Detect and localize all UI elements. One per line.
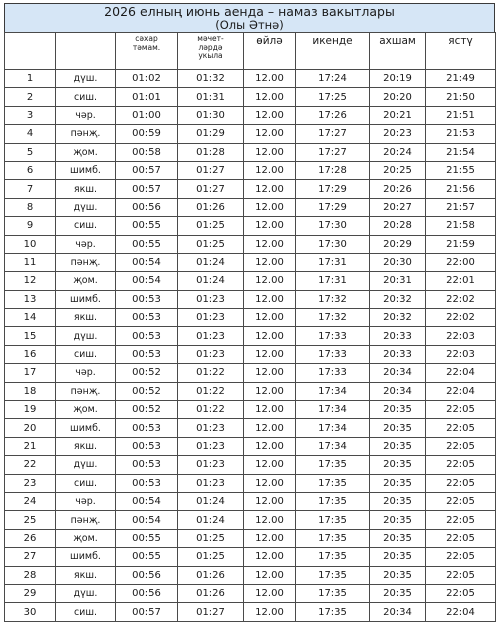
cell-weekday: җом.	[56, 401, 116, 419]
cell-asr: 17:35	[296, 529, 370, 547]
cell-fajr-mosque: 01:23	[178, 456, 244, 474]
cell-day: 27	[5, 548, 56, 566]
table-row	[5, 88, 496, 106]
cell-maghrib: 20:23	[370, 125, 426, 143]
cell-maghrib: 20:19	[370, 70, 426, 88]
cell-weekday: дүш.	[56, 584, 116, 602]
cell-weekday: сиш.	[56, 217, 116, 235]
cell-maghrib: 20:25	[370, 161, 426, 179]
cell-fajr-mosque: 01:27	[178, 161, 244, 179]
cell-fajr-mosque: 01:23	[178, 290, 244, 308]
cell-asr: 17:32	[296, 309, 370, 327]
cell-fajr-mosque: 01:23	[178, 345, 244, 363]
cell-dhuhr: 12.00	[244, 548, 296, 566]
cell-dhuhr: 12.00	[244, 290, 296, 308]
cell-maghrib: 20:33	[370, 345, 426, 363]
cell-dhuhr: 12.00	[244, 272, 296, 290]
table-row	[5, 180, 496, 198]
cell-suhur-end: 00:54	[116, 253, 178, 271]
cell-fajr-mosque: 01:25	[178, 217, 244, 235]
cell-suhur-end: 00:55	[116, 235, 178, 253]
table-row	[5, 456, 496, 474]
cell-maghrib: 20:33	[370, 327, 426, 345]
cell-maghrib: 20:34	[370, 364, 426, 382]
cell-suhur-end: 00:55	[116, 217, 178, 235]
col-header-dhuhr: өйлә	[244, 33, 296, 70]
table-row	[5, 235, 496, 253]
table-row	[5, 327, 496, 345]
cell-dhuhr: 12.00	[244, 253, 296, 271]
cell-fajr-mosque: 01:26	[178, 566, 244, 584]
cell-day: 22	[5, 456, 56, 474]
cell-suhur-end: 00:55	[116, 529, 178, 547]
cell-isha: 22:05	[426, 419, 496, 437]
cell-dhuhr: 12.00	[244, 364, 296, 382]
table-row	[5, 401, 496, 419]
table-row	[5, 125, 496, 143]
cell-dhuhr: 12.00	[244, 235, 296, 253]
cell-asr: 17:26	[296, 106, 370, 124]
cell-dhuhr: 12.00	[244, 143, 296, 161]
table-row	[5, 474, 496, 492]
cell-day: 26	[5, 529, 56, 547]
col-header-day	[5, 33, 56, 70]
cell-maghrib: 20:35	[370, 511, 426, 529]
cell-asr: 17:35	[296, 456, 370, 474]
page-title: 2026 елның июнь аенда – намаз вакытлары	[104, 4, 395, 19]
table-row	[5, 161, 496, 179]
cell-fajr-mosque: 01:25	[178, 235, 244, 253]
cell-dhuhr: 12.00	[244, 125, 296, 143]
cell-day: 9	[5, 217, 56, 235]
cell-weekday: чәр.	[56, 235, 116, 253]
cell-weekday: сиш.	[56, 88, 116, 106]
cell-fajr-mosque: 01:23	[178, 437, 244, 455]
cell-fajr-mosque: 01:23	[178, 419, 244, 437]
cell-isha: 22:05	[426, 456, 496, 474]
cell-suhur-end: 00:52	[116, 382, 178, 400]
cell-suhur-end: 00:53	[116, 419, 178, 437]
cell-fajr-mosque: 01:27	[178, 180, 244, 198]
cell-isha: 21:51	[426, 106, 496, 124]
cell-dhuhr: 12.00	[244, 345, 296, 363]
cell-maghrib: 20:35	[370, 401, 426, 419]
table-row	[5, 70, 496, 88]
cell-asr: 17:35	[296, 566, 370, 584]
cell-suhur-end: 00:56	[116, 198, 178, 216]
table-row	[5, 309, 496, 327]
cell-day: 6	[5, 161, 56, 179]
cell-dhuhr: 12.00	[244, 474, 296, 492]
cell-weekday: якш.	[56, 180, 116, 198]
cell-asr: 17:27	[296, 143, 370, 161]
cell-isha: 21:49	[426, 70, 496, 88]
table-row	[5, 345, 496, 363]
cell-dhuhr: 12.00	[244, 584, 296, 602]
table-row	[5, 143, 496, 161]
cell-weekday: сиш.	[56, 345, 116, 363]
cell-asr: 17:34	[296, 419, 370, 437]
cell-isha: 22:05	[426, 566, 496, 584]
cell-dhuhr: 12.00	[244, 217, 296, 235]
cell-weekday: якш.	[56, 309, 116, 327]
prayer-times-sheet	[4, 3, 495, 622]
cell-fajr-mosque: 01:26	[178, 198, 244, 216]
table-row	[5, 106, 496, 124]
table-row	[5, 584, 496, 602]
cell-weekday: җом.	[56, 272, 116, 290]
cell-dhuhr: 12.00	[244, 603, 296, 621]
cell-day: 17	[5, 364, 56, 382]
cell-maghrib: 20:26	[370, 180, 426, 198]
cell-asr: 17:35	[296, 474, 370, 492]
cell-maghrib: 20:24	[370, 143, 426, 161]
cell-fajr-mosque: 01:22	[178, 382, 244, 400]
cell-maghrib: 20:29	[370, 235, 426, 253]
table-row	[5, 198, 496, 216]
cell-suhur-end: 00:54	[116, 511, 178, 529]
cell-isha: 22:04	[426, 603, 496, 621]
cell-asr: 17:34	[296, 401, 370, 419]
cell-day: 11	[5, 253, 56, 271]
cell-maghrib: 20:31	[370, 272, 426, 290]
page-subtitle: (Олы Әтнә)	[215, 18, 284, 32]
cell-isha: 22:05	[426, 511, 496, 529]
cell-maghrib: 20:35	[370, 437, 426, 455]
table-row	[5, 603, 496, 621]
cell-isha: 22:02	[426, 290, 496, 308]
cell-weekday: дүш.	[56, 70, 116, 88]
cell-maghrib: 20:27	[370, 198, 426, 216]
cell-weekday: сиш.	[56, 603, 116, 621]
cell-day: 19	[5, 401, 56, 419]
cell-maghrib: 20:21	[370, 106, 426, 124]
cell-dhuhr: 12.00	[244, 327, 296, 345]
cell-day: 18	[5, 382, 56, 400]
cell-weekday: шимб.	[56, 290, 116, 308]
cell-day: 13	[5, 290, 56, 308]
cell-weekday: чәр.	[56, 364, 116, 382]
cell-dhuhr: 12.00	[244, 180, 296, 198]
cell-maghrib: 20:30	[370, 253, 426, 271]
prayer-times-table	[4, 32, 496, 622]
cell-asr: 17:33	[296, 327, 370, 345]
cell-maghrib: 20:34	[370, 382, 426, 400]
cell-suhur-end: 00:57	[116, 603, 178, 621]
cell-dhuhr: 12.00	[244, 419, 296, 437]
cell-day: 5	[5, 143, 56, 161]
cell-suhur-end: 00:53	[116, 345, 178, 363]
cell-isha: 22:00	[426, 253, 496, 271]
table-row	[5, 566, 496, 584]
cell-isha: 22:03	[426, 327, 496, 345]
cell-fajr-mosque: 01:27	[178, 603, 244, 621]
cell-day: 7	[5, 180, 56, 198]
cell-asr: 17:31	[296, 272, 370, 290]
cell-day: 12	[5, 272, 56, 290]
cell-day: 20	[5, 419, 56, 437]
cell-isha: 21:58	[426, 217, 496, 235]
cell-fajr-mosque: 01:24	[178, 253, 244, 271]
cell-asr: 17:35	[296, 548, 370, 566]
cell-weekday: якш.	[56, 437, 116, 455]
cell-weekday: дүш.	[56, 327, 116, 345]
cell-day: 24	[5, 492, 56, 510]
cell-weekday: пәнҗ.	[56, 253, 116, 271]
cell-isha: 22:02	[426, 309, 496, 327]
cell-weekday: шимб.	[56, 548, 116, 566]
cell-suhur-end: 00:52	[116, 401, 178, 419]
cell-weekday: дүш.	[56, 456, 116, 474]
cell-suhur-end: 00:56	[116, 584, 178, 602]
cell-isha: 21:53	[426, 125, 496, 143]
cell-maghrib: 20:20	[370, 88, 426, 106]
cell-weekday: шимб.	[56, 419, 116, 437]
cell-fajr-mosque: 01:32	[178, 70, 244, 88]
cell-suhur-end: 01:00	[116, 106, 178, 124]
cell-maghrib: 20:32	[370, 290, 426, 308]
cell-dhuhr: 12.00	[244, 106, 296, 124]
cell-maghrib: 20:35	[370, 456, 426, 474]
cell-isha: 22:05	[426, 474, 496, 492]
cell-day: 15	[5, 327, 56, 345]
cell-dhuhr: 12.00	[244, 529, 296, 547]
cell-fajr-mosque: 01:23	[178, 327, 244, 345]
cell-suhur-end: 00:55	[116, 548, 178, 566]
cell-weekday: җом.	[56, 143, 116, 161]
cell-asr: 17:24	[296, 70, 370, 88]
table-row	[5, 529, 496, 547]
cell-isha: 22:04	[426, 382, 496, 400]
cell-isha: 22:05	[426, 584, 496, 602]
cell-maghrib: 20:35	[370, 566, 426, 584]
cell-suhur-end: 00:53	[116, 290, 178, 308]
cell-asr: 17:35	[296, 492, 370, 510]
table-row	[5, 492, 496, 510]
cell-fajr-mosque: 01:25	[178, 529, 244, 547]
cell-weekday: җом.	[56, 529, 116, 547]
cell-dhuhr: 12.00	[244, 511, 296, 529]
cell-fajr-mosque: 01:23	[178, 474, 244, 492]
cell-asr: 17:33	[296, 364, 370, 382]
cell-dhuhr: 12.00	[244, 88, 296, 106]
cell-asr: 17:28	[296, 161, 370, 179]
cell-suhur-end: 00:57	[116, 180, 178, 198]
cell-fajr-mosque: 01:28	[178, 143, 244, 161]
cell-suhur-end: 00:57	[116, 161, 178, 179]
cell-suhur-end: 00:53	[116, 437, 178, 455]
cell-fajr-mosque: 01:29	[178, 125, 244, 143]
cell-dhuhr: 12.00	[244, 437, 296, 455]
col-header-maghrib: ахшам	[370, 33, 426, 70]
cell-suhur-end: 01:01	[116, 88, 178, 106]
cell-asr: 17:33	[296, 345, 370, 363]
cell-asr: 17:35	[296, 584, 370, 602]
title-box	[4, 3, 495, 32]
cell-isha: 21:55	[426, 161, 496, 179]
cell-weekday: шимб.	[56, 161, 116, 179]
cell-maghrib: 20:34	[370, 603, 426, 621]
table-row	[5, 253, 496, 271]
cell-asr: 17:34	[296, 382, 370, 400]
cell-maghrib: 20:35	[370, 529, 426, 547]
cell-day: 2	[5, 88, 56, 106]
cell-suhur-end: 00:59	[116, 125, 178, 143]
cell-fajr-mosque: 01:22	[178, 401, 244, 419]
cell-maghrib: 20:35	[370, 474, 426, 492]
cell-isha: 21:57	[426, 198, 496, 216]
cell-suhur-end: 00:53	[116, 456, 178, 474]
cell-maghrib: 20:28	[370, 217, 426, 235]
cell-isha: 22:05	[426, 401, 496, 419]
cell-dhuhr: 12.00	[244, 401, 296, 419]
cell-asr: 17:30	[296, 235, 370, 253]
cell-asr: 17:35	[296, 511, 370, 529]
cell-dhuhr: 12.00	[244, 198, 296, 216]
table-row	[5, 290, 496, 308]
cell-isha: 22:05	[426, 492, 496, 510]
cell-suhur-end: 00:53	[116, 327, 178, 345]
cell-isha: 22:03	[426, 345, 496, 363]
cell-day: 29	[5, 584, 56, 602]
cell-maghrib: 20:35	[370, 548, 426, 566]
cell-maghrib: 20:35	[370, 492, 426, 510]
cell-suhur-end: 00:56	[116, 566, 178, 584]
cell-isha: 21:59	[426, 235, 496, 253]
cell-suhur-end: 00:58	[116, 143, 178, 161]
cell-asr: 17:31	[296, 253, 370, 271]
cell-day: 3	[5, 106, 56, 124]
cell-isha: 21:50	[426, 88, 496, 106]
cell-suhur-end: 01:02	[116, 70, 178, 88]
cell-fajr-mosque: 01:31	[178, 88, 244, 106]
cell-asr: 17:29	[296, 180, 370, 198]
cell-suhur-end: 00:53	[116, 474, 178, 492]
cell-fajr-mosque: 01:24	[178, 511, 244, 529]
cell-suhur-end: 00:54	[116, 272, 178, 290]
cell-asr: 17:35	[296, 603, 370, 621]
cell-day: 30	[5, 603, 56, 621]
cell-weekday: пәнҗ.	[56, 511, 116, 529]
cell-day: 4	[5, 125, 56, 143]
header-row	[5, 33, 496, 70]
cell-asr: 17:27	[296, 125, 370, 143]
cell-day: 8	[5, 198, 56, 216]
col-header-suhur-end: сәхар тәмам.	[116, 33, 178, 70]
col-header-asr: икенде	[296, 33, 370, 70]
cell-dhuhr: 12.00	[244, 566, 296, 584]
cell-suhur-end: 00:54	[116, 492, 178, 510]
cell-day: 28	[5, 566, 56, 584]
cell-suhur-end: 00:52	[116, 364, 178, 382]
cell-asr: 17:34	[296, 437, 370, 455]
cell-maghrib: 20:32	[370, 309, 426, 327]
cell-fajr-mosque: 01:26	[178, 584, 244, 602]
cell-fajr-mosque: 01:30	[178, 106, 244, 124]
cell-day: 21	[5, 437, 56, 455]
cell-fajr-mosque: 01:24	[178, 272, 244, 290]
cell-fajr-mosque: 01:22	[178, 364, 244, 382]
cell-maghrib: 20:35	[370, 419, 426, 437]
cell-weekday: сиш.	[56, 474, 116, 492]
cell-fajr-mosque: 01:23	[178, 309, 244, 327]
cell-suhur-end: 00:53	[116, 309, 178, 327]
cell-isha: 22:01	[426, 272, 496, 290]
cell-day: 23	[5, 474, 56, 492]
cell-weekday: пәнҗ.	[56, 382, 116, 400]
table-row	[5, 437, 496, 455]
cell-isha: 22:05	[426, 548, 496, 566]
cell-day: 10	[5, 235, 56, 253]
cell-asr: 17:29	[296, 198, 370, 216]
table-row	[5, 272, 496, 290]
cell-isha: 22:04	[426, 364, 496, 382]
cell-dhuhr: 12.00	[244, 456, 296, 474]
cell-dhuhr: 12.00	[244, 70, 296, 88]
cell-weekday: пәнҗ.	[56, 125, 116, 143]
table-row	[5, 511, 496, 529]
cell-weekday: чәр.	[56, 106, 116, 124]
cell-weekday: чәр.	[56, 492, 116, 510]
table-row	[5, 217, 496, 235]
cell-isha: 21:54	[426, 143, 496, 161]
cell-day: 16	[5, 345, 56, 363]
cell-dhuhr: 12.00	[244, 161, 296, 179]
col-header-isha: ястү	[426, 33, 496, 70]
cell-isha: 22:05	[426, 529, 496, 547]
table-row	[5, 419, 496, 437]
cell-fajr-mosque: 01:25	[178, 548, 244, 566]
cell-dhuhr: 12.00	[244, 309, 296, 327]
cell-dhuhr: 12.00	[244, 492, 296, 510]
cell-weekday: якш.	[56, 566, 116, 584]
cell-day: 14	[5, 309, 56, 327]
cell-day: 1	[5, 70, 56, 88]
cell-asr: 17:25	[296, 88, 370, 106]
table-row	[5, 382, 496, 400]
col-header-fajr-mosque: мәчет- ләрдә укыла	[178, 33, 244, 70]
cell-dhuhr: 12.00	[244, 382, 296, 400]
cell-day: 25	[5, 511, 56, 529]
cell-asr: 17:30	[296, 217, 370, 235]
cell-isha: 21:56	[426, 180, 496, 198]
table-row	[5, 364, 496, 382]
cell-isha: 22:05	[426, 437, 496, 455]
cell-asr: 17:32	[296, 290, 370, 308]
cell-maghrib: 20:35	[370, 584, 426, 602]
cell-weekday: дүш.	[56, 198, 116, 216]
col-header-weekday	[56, 33, 116, 70]
cell-fajr-mosque: 01:24	[178, 492, 244, 510]
table-row	[5, 548, 496, 566]
